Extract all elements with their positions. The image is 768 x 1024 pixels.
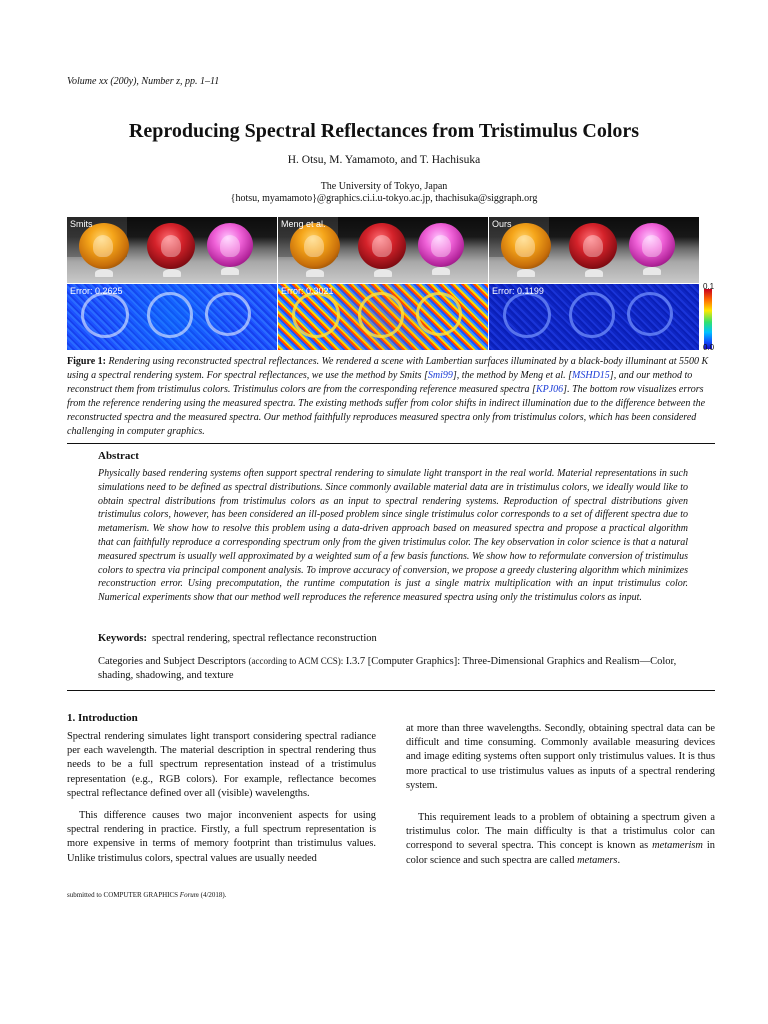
categories-text: I.3.7 [Computer Graphics]: Three-Dimensional Graphics and Realism—Color, shading, shadowing, and texture bbox=[98, 656, 677, 681]
figure-caption bbox=[67, 355, 717, 439]
panel-label-ours: Ours bbox=[492, 219, 512, 229]
categories-note: (according to ACM CCS): bbox=[248, 656, 344, 666]
error-map-meng bbox=[278, 284, 488, 350]
error-label-meng: Error: 0.3021 bbox=[281, 286, 334, 296]
caption-text-3: ], and our method to reconstruct them from tristimulus colors. Tristimulus colors are from the corresponding reference measured spectra [ bbox=[67, 370, 693, 395]
caption-text-1: Rendering using reconstructed spectral reflectances. We rendered a scene with Lambertian surfaces illuminated by a black-body illuminant at 5500 K using a spectral rendering system. For spectral reflectances, we use the method by Smits [ bbox=[67, 356, 709, 381]
intro-paragraph-1: Spectral rendering simulates light transport considering spectral radiance per each wavelength. The material description in spectral rendering thus needs to be a full spectrum representation instead of a tristimulus representation (e.g., RGB colors). For example, reflectance becomes spectral reflectance defined over all (visible) wavelengths. bbox=[67, 731, 376, 799]
figure-label: Figure 1: bbox=[67, 356, 106, 367]
keywords-label: Keywords: bbox=[98, 633, 147, 644]
categories bbox=[98, 654, 688, 683]
error-map-ours bbox=[489, 284, 699, 350]
abstract-heading: Abstract bbox=[98, 450, 139, 462]
teaser-figure bbox=[67, 217, 715, 352]
divider-top bbox=[67, 443, 715, 444]
render-panel-smits bbox=[67, 217, 277, 283]
submission-footer: submitted to COMPUTER GRAPHICS Forum (4/2018). bbox=[67, 891, 227, 899]
right-column bbox=[406, 722, 715, 876]
error-map-smits bbox=[67, 284, 277, 350]
citation-link-mshd15[interactable]: MSHD15 bbox=[572, 370, 610, 381]
affiliation-institution: The University of Tokyo, Japan bbox=[320, 181, 448, 192]
intro-paragraph-2: This difference causes two major inconvenient aspects for using spectral rendering in practice. Firstly, a full spectrum representation is more expensive in terms of memory footprint than tristimulus values. Unlike tristimulus colors, spectral values are usually needed bbox=[67, 810, 376, 864]
journal-header: Volume xx (200y), Number z, pp. 1–11 bbox=[67, 76, 220, 87]
paper-title: Reproducing Spectral Reflectances from Tristimulus Colors bbox=[128, 120, 640, 142]
intro-paragraph-4: This requirement leads to a problem of obtaining a spectrum given a tristimulus color. The main difficulty is that a tristimulus color can correspond to several spectra. This concept is known as metamerism in color science and such spectra are called metamers. bbox=[406, 812, 716, 866]
colorbar-min-label: 0.0 bbox=[703, 343, 715, 352]
citation-link-kpj06[interactable]: KPJ06 bbox=[535, 384, 564, 395]
error-label-ours: Error: 0.1199 bbox=[492, 286, 544, 296]
citation-link-smi99[interactable]: Smi99 bbox=[427, 370, 453, 381]
error-label-smits: Error: 0.2625 bbox=[70, 286, 123, 296]
panel-label-meng: Meng et al. bbox=[281, 219, 326, 229]
categories-label: Categories and Subject Descriptors bbox=[98, 656, 246, 667]
colorbar-max-label: 0.1 bbox=[703, 282, 715, 291]
affiliation-emails: {hotsu, myamamoto}@graphics.ci.i.u-tokyo.ac.jp, thachisuka@siggraph.org bbox=[230, 193, 538, 204]
term-metamers: metamers bbox=[577, 854, 618, 866]
render-panel-meng bbox=[278, 217, 488, 283]
left-column bbox=[67, 730, 376, 874]
intro-paragraph-3: at more than three wavelengths. Secondly, obtaining spectral data can be difficult and time consuming. Commonly available measuring devices and image editing systems often support only tristimulus values. It is thus more practical to use tristimulus values as inputs of a spectral rendering system. bbox=[406, 723, 715, 791]
keywords bbox=[98, 633, 377, 644]
divider-bottom bbox=[67, 690, 715, 691]
authors: H. Otsu, M. Yamamoto, and T. Hachisuka bbox=[287, 154, 481, 166]
caption-text-4: ]. The bottom row visualizes errors from the reference rendering using the measured spectra. The existing methods suffer from color shifts in indirect illumination due to the difference between the reconstructed spectra and the measured spectra. Our method faithfully reproduces measured spectra only from tristimulus colors, which has been considered challenging in computer graphics. bbox=[67, 384, 706, 437]
abstract-text: Physically based rendering systems often support spectral rendering to simulate light transport in the real world. Material representations in such simulations need to be defined as spectral distributions. Since commonly available material data are in tristimulus colors, we ideally would like to obtain spectral distributions from tristimulus colors as an input to spectral rendering systems. Reproduction of spectral distributions given tristimulus colors, however, has been considered an ill-posed problem since single tristimulus color corresponds to a set of different spectra due to metamerism. We show how to resolve this problem using a data-driven approach based on measured spectra and propose a practical algorithm that can faithfully reproduce a corresponding spectrum only from the given tristimulus color. The key observation in color science is that a natural measured spectrum is usually well approximated by a weighted sum of a few basis functions. We show how to reformulate conversion of tristimulus colors to spectra via principal component analysis. To improve accuracy of conversion, we propose a greedy clustering algorithm which minimizes reconstruction error. Using precomputation, the runtime computation is just a single matrix multiplication with an input tristimulus color. Numerical experiments show that our method well reproduces the reference measured spectra using only the tristimulus colors as input. bbox=[98, 468, 688, 604]
section-heading-introduction: 1. Introduction bbox=[67, 712, 138, 724]
caption-text-2: ], the method by Meng et al. [ bbox=[452, 370, 573, 381]
term-metamerism: metamerism bbox=[652, 840, 703, 852]
render-panel-ours bbox=[489, 217, 699, 283]
keywords-text: spectral rendering, spectral reflectance reconstruction bbox=[152, 633, 377, 644]
affiliation bbox=[0, 181, 768, 205]
panel-label-smits: Smits bbox=[70, 219, 93, 229]
error-colorbar bbox=[704, 289, 712, 349]
